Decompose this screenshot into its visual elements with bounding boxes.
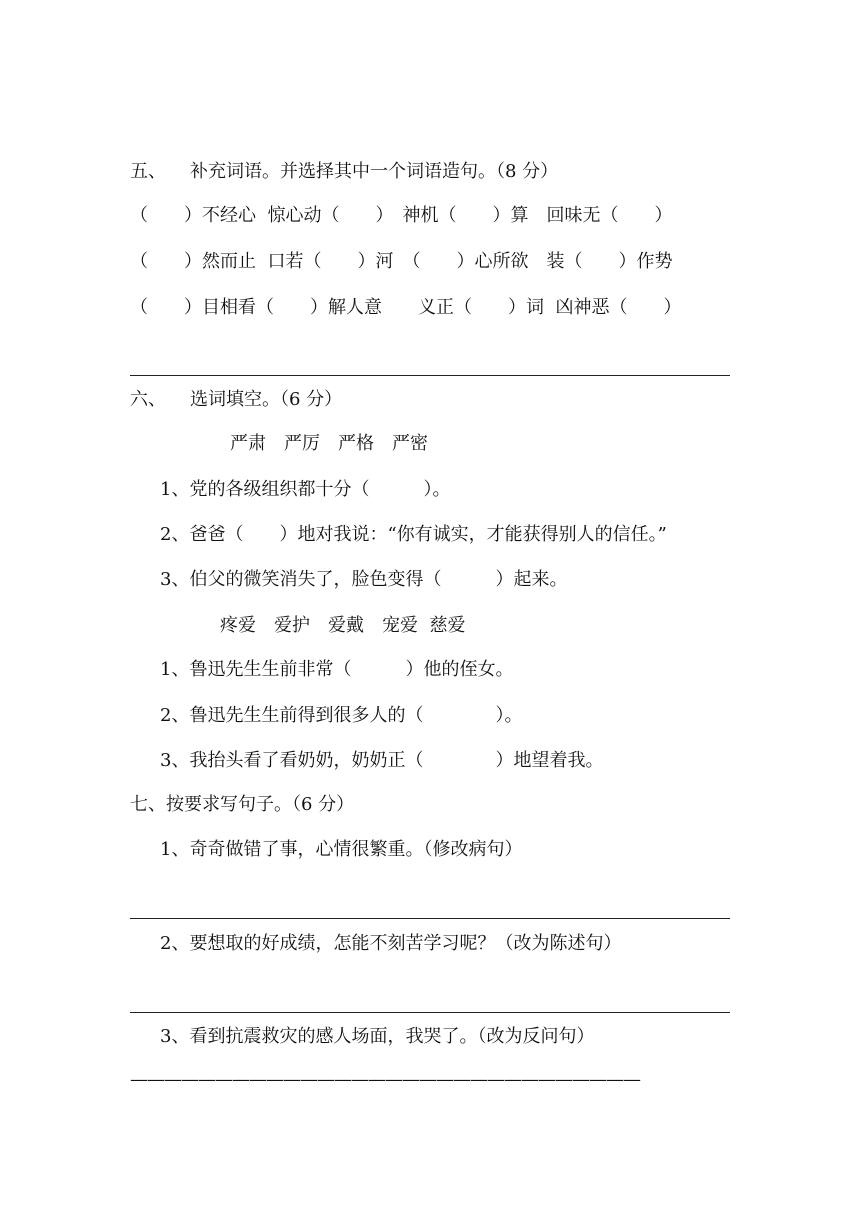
section7-heading: 七、按要求写句子。（6 分） <box>130 794 355 815</box>
fill-item-1-1: 1、党的各级组织都十分（ ）。 <box>160 479 451 500</box>
fill-item-2-2: 2、鲁迅先生生前得到很多人的（ ）。 <box>160 705 523 726</box>
answer-line-1 <box>130 918 730 919</box>
word-bank-2: 疼爱 爱护 爱戴 宠爱 慈爱 <box>220 615 466 636</box>
word-bank-1: 严肃 严厉 严格 严密 <box>230 433 428 454</box>
fill-item-1-2: 2、爸爸（ ）地对我说：“你有诚实，才能获得别人的信任。” <box>160 524 667 545</box>
section5-row-2: （ ）然而止 口若（ ）河 （ ）心所欲 装（ ）作势 <box>130 251 673 272</box>
section5-heading: 补充词语。并选择其中一个词语造句。（8 分） <box>190 161 559 182</box>
fill-item-2-3: 3、我抬头看了看奶奶，奶奶正（ ）地望着我。 <box>160 750 604 771</box>
section5-number: 五、 <box>130 161 166 182</box>
section6-number: 六、 <box>130 389 166 410</box>
section6-heading: 选词填空。（6 分） <box>190 389 343 410</box>
answer-line-section5 <box>130 375 730 376</box>
fill-item-2-1: 1、鲁迅先生生前非常（ ）他的侄女。 <box>160 659 514 680</box>
section5-row-3: （ ）目相看（ ）解人意 义正（ ）词 凶神恶（ ） <box>130 297 682 318</box>
rewrite-item-2: 2、要想取的好成绩，怎能不刻苦学习呢？（改为陈述句） <box>160 933 622 954</box>
answer-line-2 <box>130 1012 730 1013</box>
answer-dash-line-3: —————————————————————————————— <box>130 1069 640 1090</box>
rewrite-item-1: 1、奇奇做错了事，心情很繁重。（修改病句） <box>160 839 523 860</box>
section5-row-1: （ ）不经心 惊心动（ ） 神机（ ）算 回味无（ ） <box>130 205 673 226</box>
fill-item-1-3: 3、伯父的微笑消失了，脸色变得（ ）起来。 <box>160 569 568 590</box>
rewrite-item-3: 3、看到抗震救灾的感人场面，我哭了。（改为反问句） <box>160 1026 595 1047</box>
